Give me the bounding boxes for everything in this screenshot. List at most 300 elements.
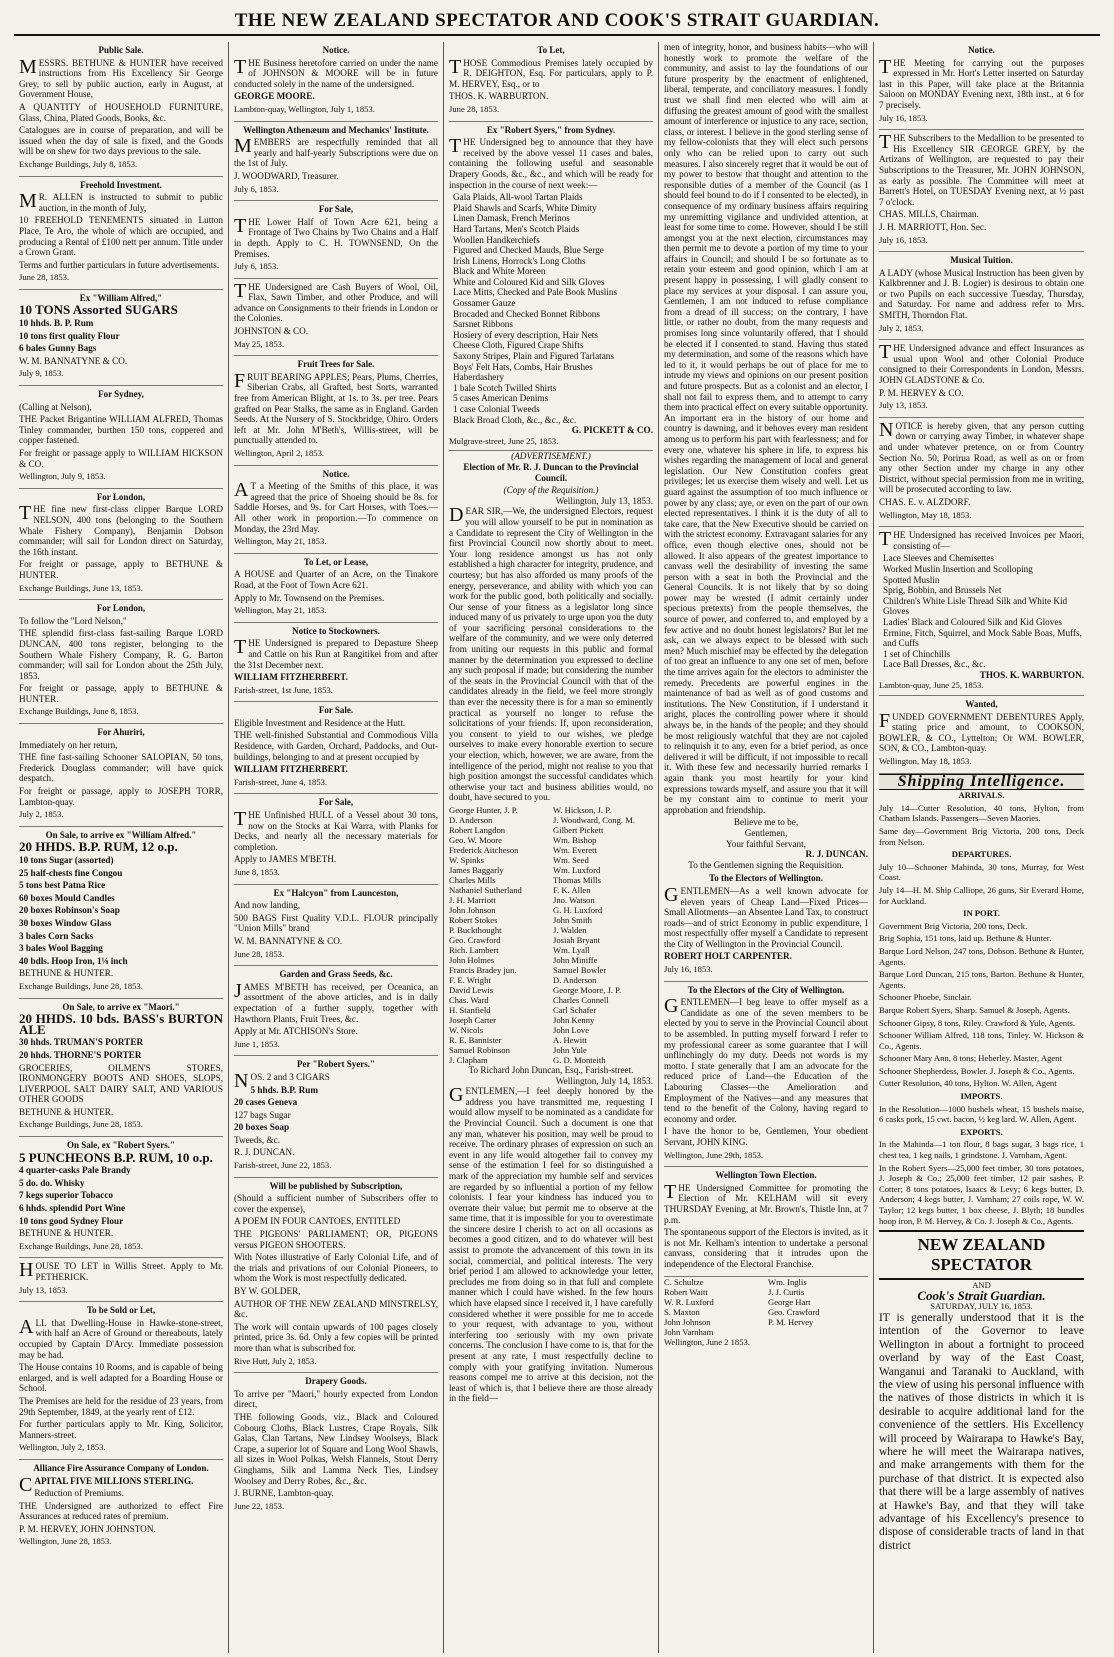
- ad-text: Exchange Buildings, June 28, 1853.: [19, 980, 143, 991]
- ad-text: July 16, 1853.: [879, 112, 928, 123]
- ad-text: Exchange Buildings, June 28, 1853.: [19, 1119, 143, 1130]
- list-item: Ladies' Black and Coloured Silk and Kid Gloves: [883, 616, 1062, 627]
- column-5: [874, 42, 1089, 1653]
- ad-heading: For London,: [96, 603, 146, 614]
- advertisement: [19, 1258, 223, 1302]
- ad-text: The work will contain upwards of 100 pages closely printed, price 3s. 6d. Only a few copies will be printed more than what is subscribed for.: [234, 1321, 438, 1353]
- ad-text: MEMBERS are respectfully reminded that all yearly and half-yearly Subscriptions were due on the 1st of July.: [234, 135, 438, 169]
- shipping-section-heading: DEPARTURES.: [951, 849, 1012, 860]
- advertisement: [19, 42, 223, 177]
- ad-text: (Calling at Nelson),: [19, 401, 92, 412]
- ad-text: Exchange Buildings, June 13, 1853.: [19, 582, 143, 593]
- shipping-section-heading: IN PORT.: [963, 908, 1000, 919]
- committee-member: George Hart: [768, 1296, 811, 1307]
- ad-text: Reduction of Premiums.: [34, 1488, 124, 1499]
- letter-closing: Gentlemen,: [744, 827, 788, 838]
- signatory-name: H. Stanfield: [449, 1004, 491, 1015]
- ad-text: May 25, 1853.: [234, 338, 285, 349]
- ad-text: For freight or passage apply to WILLIAM HICKSON & CO.: [19, 448, 223, 469]
- article-heading: Election of Mr. R. J. Duncan to the Provincial Council.: [463, 461, 639, 483]
- list-item: Spotted Muslin: [883, 574, 940, 585]
- ad-text: Wellington, April 2, 1853.: [234, 448, 325, 458]
- ad-heading: Notice.: [322, 45, 350, 55]
- letter-closing: Your faithful Servant,: [726, 838, 806, 849]
- ad-heading: For Sale,: [318, 204, 354, 215]
- signatory-name: Carl Schafer: [553, 1004, 597, 1015]
- signatory-name: Wm. Everett: [553, 844, 597, 855]
- shipping-entry: July 14—H. M. Ship Calliope, 26 guns, Sir Everard Home, for Auckland.: [879, 884, 1084, 906]
- ad-text: BY W. GOLDER,: [234, 1286, 301, 1296]
- ad-text: To follow the "Lord Nelson,": [19, 615, 127, 626]
- ad-heading: For Ahuriri,: [97, 727, 145, 738]
- ad-heading: Freehold Investment.: [80, 179, 162, 190]
- ad-text: THOSE Commodious Premises lately occupied by R. DEIGHTON, Esq. For particulars, apply to P. M. HERVEY, Esq., or to: [449, 55, 653, 89]
- signatory-name: F. K. Allen: [553, 884, 591, 895]
- paper-nameplate: NEW ZEALAND SPECTATOR: [879, 1230, 1084, 1280]
- ad-text: ROBERT HOLT CARPENTER.: [664, 951, 792, 962]
- ad-text: CHAS. E. v. ALZDORF.: [879, 496, 971, 507]
- ad-text: 3 bales Wool Bagging: [19, 943, 103, 954]
- signatory-name: G. H. Luxford: [553, 904, 603, 915]
- ad-heading: On Sale, ex "Robert Syers.": [67, 1140, 175, 1151]
- signatory-name: Samuel Bowler: [553, 964, 607, 975]
- ad-text: Exchange Buildings, June 8, 1853.: [19, 706, 139, 717]
- advertisement: [879, 527, 1084, 696]
- committee-member: [768, 1327, 868, 1337]
- ad-text: Catalogues are in course of preparation, and will be issued when the day of sale is fixed, and the Goods will be on shew for two days previous to the sale.: [19, 125, 223, 157]
- ad-heading: Wanted,: [965, 699, 998, 710]
- ad-text: P. M. HERVEY, JOHN JOHNSTON.: [19, 1523, 156, 1534]
- ad-heading: On Sale, to arrive ex "William Alfred.": [45, 829, 197, 840]
- signatory-name: Nathaniel Sutherland: [449, 884, 522, 895]
- ad-text: July 13, 1853.: [19, 1284, 68, 1295]
- ad-text: 10 FREEHOLD TENEMENTS situated in Lutton Place, Te Aro, the whole of which are occupied, and producing a Rental of £100 nett per annum. Title under a Crown Grant.: [19, 215, 223, 258]
- ad-text: GENTLEMEN—I beg leave to offer myself as a Candidate as one of the seven members to be elected by you to serve in the Provincial Council about to be assembled. In putting myself forward I refer to my professional career as some guarantee that I will unflinchingly do my duty. Deeds not words is my motto. I state generally that I am an advocate for the reduced price of Land—the Education of the Labouring Classes—the Amelioration and Employment of the Natives—and any measures that tend to the benefit of the Colony, having regard to economy and order.: [664, 995, 868, 1124]
- ad-text: THE Undersigned is prepared to Depasture Sheep and Cattle on his Run at Rangitikei from and after the 31st December next.: [234, 636, 438, 670]
- ad-heading: For Sale.: [318, 705, 354, 716]
- advertisement: [879, 42, 1084, 130]
- column-1: [14, 42, 229, 1653]
- advertisement: [19, 177, 223, 290]
- ad-text: 127 bags Sugar: [234, 1109, 291, 1120]
- signatory-name: J. Clapham: [449, 1054, 488, 1065]
- ad-text: Eligible Investment and Residence at the Hutt.: [234, 717, 406, 728]
- ad-text: 10 TONS Assorted SUGARS: [19, 302, 178, 318]
- ad-text: 20 boxes Robinson's Soap: [19, 905, 120, 916]
- ad-text: June 8, 1853.: [234, 867, 280, 877]
- ad-text: W. M. BANNATYNE & CO.: [234, 935, 343, 946]
- issue-date: SATURDAY, JULY 16, 1853.: [930, 1301, 1033, 1312]
- ad-text: 5 tons best Patna Rice: [19, 880, 106, 891]
- ad-text: THE Undersigned Committee for promoting the Election of Mr. KELHAM will sit every THURSDAY Evening, at Mr. Brown's, Thistle Inn, at 7 p.m.: [664, 1180, 868, 1225]
- signatory-name: Chas. Ward: [449, 994, 489, 1005]
- committee-member: Wm. Inglis: [768, 1276, 807, 1287]
- advertisement: [234, 794, 438, 884]
- ad-text: THE Business heretofore carried on under the name of JOHNSON & MOORE will be in future conducted solely in the name of the undersigned.: [234, 55, 438, 89]
- ad-text: THE Undersigned are authorized to effect Fire Assurances at reduced rates of premium.: [19, 1500, 223, 1522]
- committee-member: J. J. Curtis: [768, 1286, 805, 1297]
- list-item: Lace Mitts, Checked and Pale Book Muslins: [453, 287, 618, 298]
- advertisement: [19, 827, 223, 999]
- advertisement: [449, 42, 653, 122]
- ad-text: NOS. 2 and 3 CIGARS: [234, 1069, 330, 1092]
- ad-text: ALL that Dwelling-House in Hawke-stone-street, with half an Acre of Ground or thereabouts, lately occupied by Captain D'Arcy. Immediate possession may be had.: [19, 1315, 223, 1360]
- ad-text: With Notes illustrative of Early Colonial Life, and of the trials and privations of our Colonial Pioneers, to whom the Work is most respectfully dedicated.: [234, 1252, 438, 1284]
- signatory-name: J. Walden: [553, 924, 587, 935]
- signatory-name: John Holmes: [449, 954, 495, 965]
- ad-text: Exchange Buildings, June 28, 1853.: [19, 1240, 143, 1251]
- ad-text: W. M. BANNATYNE & CO.: [19, 355, 128, 366]
- shipping-section-heading: ARRIVALS.: [958, 790, 1005, 801]
- ad-text: Apply at Mr. ATCHISON's Store.: [234, 1026, 358, 1037]
- ad-text: June 28, 1853.: [449, 103, 500, 114]
- advertisement: [449, 122, 653, 452]
- ad-text: THE Subscribers to the Medallion to be presented to His Excellency SIR GEORGE GREY, by the Artizans of Wellington, are requested to pay their Subscriptions to the Treasurer, Mr. JOHN JOHNSON, as early as possible. The Committee will meet at Barrett's Hotel, on TUESDAY Evening next, at ½ past 7 o'clock.: [879, 131, 1084, 207]
- ad-text: 20 HHDS. B.P. RUM, 12 o.p.: [19, 839, 178, 855]
- ad-text: July 16, 1853.: [879, 234, 928, 245]
- advertisement: [234, 42, 438, 122]
- ad-text: 6 bales Gunny Bags: [19, 343, 97, 354]
- ad-heading: Wellington Athenæum and Mechanics' Institute.: [243, 124, 429, 135]
- ad-text: For further particulars apply to Mr. King, Solicitor, Manners-street.: [19, 1419, 223, 1440]
- ad-text: 20 cases Geneva: [234, 1097, 298, 1108]
- shipping-entry: Barque Lord Nelson, 247 tons, Dobson. Bethune & Hunter, Agents.: [879, 945, 1084, 967]
- ad-text: 5 do. do. Whisky: [19, 1177, 85, 1188]
- committee-member: W. R. Luxford: [664, 1296, 714, 1307]
- advertisement: [664, 1167, 868, 1276]
- ad-heading: To Let, or Lease,: [303, 556, 369, 567]
- ad-text: FRUIT BEARING APPLES; Pears, Plums, Cherries, Siberian Crabs, all Grafted, best Sorts, warranted free from American Blight, at 1s. to 3s. per tree. Pears grafted on Pear Stalks, the same as in England. Garden Seeds. At the Nursery of S. Stockbridge, Ohiro. Orders left at Mr. John M'Beth's, Willis-street, will be punctually attended to.: [234, 369, 438, 446]
- ad-text: J. WOODWARD, Treasurer.: [234, 170, 339, 181]
- ad-text: NOTICE is hereby given, that any person cutting down or carrying away Timber, in whatever shape and under whatever pretence, on or from Country Section No. 50, Porirua Road, as well as on or from any other Section under my charge in any other District, without special permission from me in writing, will be prosecuted according to law.: [879, 418, 1084, 495]
- signatory-name: Charles Mills: [449, 874, 496, 885]
- reply-body: GENTLEMEN,—I feel deeply honored by the address you have transmitted me, requesting I would allow myself to be nominated as a candidate for the Provincial Council. Such a document is one that any man, whatever his position, may well be proud to receive. The ordinary phrases of expression on such an event in any life would altogether fail to convey my sense of the estimation I feel for so distinguished a mark of the appreciation my humble self and services are regarded by so influential a portion of my fellow colonists. I fear your kindness has induced you to overrate their value; but permit me to observe at the same time, that it is impossible for you to overestimate the sincere desire I cherish to act on all occasions as becomes a good citizen, and to do whatever will best assist to promote the advancement of this town in its social, commercial, and political interests. The very brief period I am allowed to acknowledge your letter, precludes me from doing so in that full and complete manner which I could have wished. In the few hours which have elapsed since I received it, I have carefully considered whether it were possible for me to accede to your request, with advantage to you, without interfering too seriously with my own private concerns. The conclusion I have come to is, that for the present at any rate, I must respectfully decline to comply with your gratifying invitation. Numerous reasons compel me to arrive at this decision, not the least of which is, that I believe there are those already in the field—: [449, 1084, 653, 1404]
- article-date: Wellington, July 13, 1853.: [555, 495, 653, 506]
- ad-text: 500 BAGS First Quality V.D.L. FLOUR principally "Union Mills" brand: [234, 912, 438, 934]
- shipping-entry: July 10—Schooner Mahinda, 30 tons, Murray, for West Coast.: [879, 861, 1084, 883]
- ad-text: THE Undersigned has received Invoices per Maori, consisting of—: [879, 528, 1084, 551]
- ad-text: A LADY (whose Musical Instruction has been given by Kalkbrenner and J. B. Logier) is desirous to obtain one or two Pupils on each successive Tuesday, Thursday, and Saturday. For name and address refer to Mrs. SMITH, Thorndon Flat.: [879, 267, 1084, 321]
- ad-text: BETHUNE & HUNTER.: [19, 1106, 114, 1117]
- ad-text: For freight or passage, apply to BETHUNE & HUNTER.: [19, 559, 223, 580]
- advertisement: [234, 702, 438, 794]
- advertisement: [234, 466, 438, 554]
- ad-text: BETHUNE & HUNTER.: [19, 968, 114, 979]
- ad-text: AT a Meeting of the Smiths of this place, it was agreed that the price of Shoeing should be 8s. for Saddle Horses, and 9s. for Cart Horses, with Toes.—All other work in proportion.—To commence on Monday, the 23rd May.: [234, 479, 438, 534]
- committee-member: John Johnson: [664, 1316, 711, 1327]
- shipping-entry: Schooner William Alfred, 118 tons, Tinley. W. Hickson & Co., Agents.: [879, 1030, 1084, 1051]
- advertisement: [234, 1056, 438, 1177]
- shipping-entry: Barque Robert Syers, Sharp. Samuel & Joseph, Agents.: [879, 1004, 1070, 1015]
- ad-text: I have the honor to be, Gentlemen, Your obedient Servant, JOHN KING.: [664, 1126, 868, 1147]
- item-list: [879, 553, 1084, 670]
- list-item: 5 cases American Denims: [453, 393, 549, 404]
- ad-text: 10 hhds. B. P. Rum: [19, 318, 94, 329]
- advertisement: [234, 122, 438, 202]
- shipping-entry: In the Resolution—1000 bushels wheat, 15 bushels maise, 6 casks pork, 15 cwt. bacon, ½ keg lard. W. Allen, Agent.: [879, 1103, 1084, 1125]
- ad-heading: Public Sale.: [98, 45, 144, 55]
- ad-date: Mulgrave-street, June 25, 1853.: [449, 435, 559, 446]
- list-item: Brocaded and Checked Bonnet Ribbons: [453, 308, 600, 319]
- signatory-name: Jno. Watson: [553, 894, 595, 905]
- advertisement: [234, 356, 438, 465]
- ad-text: Immediately on her return,: [19, 739, 118, 750]
- ad-text: WILLIAM FITZHERBERT.: [234, 672, 348, 683]
- signatory-name: Charles Connell: [553, 994, 609, 1005]
- nameplate-and: AND: [972, 1280, 991, 1291]
- signatory-name: John Johnson: [449, 904, 496, 915]
- advertisement: [879, 130, 1084, 252]
- list-item: Black and White Moreen: [453, 266, 546, 277]
- signatory-name: John Love: [553, 1024, 590, 1035]
- list-item: Cheese Cloth, Figured Crape Shifts: [453, 340, 584, 351]
- ad-text: GENTLEMEN—As a well known advocate for eleven years of Cheap Land—Fixed Prices—Small Allotments—an Absentee Land Tax, to construct roads—and of strict Economy in public expenditure, I most respectfully offer myself a Candidate to represent the City of Wellington in the Provincial Council.: [664, 883, 868, 949]
- article-subheading: (Copy of the Requisition.): [503, 485, 599, 496]
- signatory-name: David Lewis: [449, 984, 494, 995]
- ad-text: THE fine new first-class clipper Barque LORD NELSON, 400 tons (belonging to the Southern Whale Fishery Company), Benjamin Dobson commander; will sail for London direct on Saturday, the 16th instant.: [19, 502, 223, 557]
- ad-date: Lambton-quay, June 25, 1853.: [879, 680, 984, 691]
- ad-text: A POEM IN FOUR CANTOES, ENTITLED: [234, 1216, 401, 1227]
- advertisement: [879, 340, 1084, 418]
- advertisement: [234, 554, 438, 623]
- ad-text: Wellington, July 9, 1853.: [19, 471, 106, 482]
- ad-text: THE PIGEONS' PARLIAMENT; OR, PIGEONS versus PIGEON SHOOTERS.: [234, 1229, 438, 1250]
- ad-text: A QUANTITY of HOUSEHOLD FURNITURE, Glass, China, Plated Goods, Books, &c.: [19, 101, 223, 123]
- signatory-name: P. Buckthought: [449, 924, 502, 935]
- advertisement: [234, 1373, 438, 1517]
- ad-text: FUNDED GOVERNMENT DEBENTURES Apply, stating price and amount, to COOKSON, BOWLER, & CO., Lyttelton; Or WM. BOWLER, SON, & CO., Lambton-quay.: [879, 709, 1084, 754]
- signatory-name: Rich. Lambert: [449, 944, 499, 955]
- paper-subtitle: Cook's Strait Guardian.: [917, 1287, 1046, 1303]
- ad-text: 10 tons first quality Flour: [19, 330, 120, 341]
- ad-text: CAPITAL FIVE MILLIONS STERLING.: [19, 1473, 194, 1496]
- signatory-name: Geo. W. Moore: [449, 834, 502, 845]
- list-item: Children's White Lisle Thread Silk and White Kid Gloves: [883, 595, 1068, 617]
- ad-heading: Per "Robert Syers.": [296, 1059, 376, 1070]
- ad-text: Terms and further particulars in future advertisements.: [19, 259, 220, 270]
- ad-text: A HOUSE and Quarter of an Acre, on the Tinakore Road, at the Foot of Town Acre 621.: [234, 569, 438, 590]
- signatory-name: George Moore, J. P.: [553, 984, 622, 995]
- shipping-entry: Brig Sophia, 151 tons, laid up. Bethune & Hunter.: [879, 933, 1052, 944]
- signatory-name: G. D. Monteith: [553, 1054, 606, 1065]
- ad-text: July 9, 1853.: [19, 368, 64, 379]
- ad-text: 25 half-chests fine Congou: [19, 867, 123, 878]
- committee-member: Robert Waitt: [664, 1286, 708, 1297]
- list-item: Black Broad Cloth, &c., &c., &c.: [453, 414, 577, 425]
- list-item: Gossamer Gauze: [453, 298, 516, 309]
- advertisement: [19, 600, 223, 724]
- ad-text: GEORGE MOORE.: [234, 91, 315, 102]
- signatory-name: Josiah Bryant: [553, 934, 601, 945]
- shipping-entry: In the Robert Syers—25,000 feet timber, 30 tons potatoes, J. Joseph & Co.; 25,000 feet timber, 12 pair sashes, P. Cotter; 8 tons potatoes, Isaacs & Levy; 6 kegs butter, D. Anderson; 4 kegs butter, J. Varnham; 27 coils rope, W. W. Taylor; 12 kegs butter, 1 box cheese, J. Blyth; 18 bundles hoop iron, P. M. Hervey, & Co. J. Joseph & Co., Agents.: [879, 1162, 1084, 1226]
- ad-text: THE Packet Brigantine WILLIAM ALFRED, Thomas Tinley commander, burthen 150 tons, coppered and copper fastened.: [19, 414, 223, 446]
- signatory-name: John Miniffe: [553, 954, 598, 965]
- ad-text: Wellington, May 18, 1853.: [879, 509, 972, 520]
- ad-text: Tweeds, &c.: [234, 1134, 281, 1145]
- ad-heading: Will be published by Subscription,: [269, 1180, 403, 1191]
- ad-text: July 6, 1853.: [234, 261, 279, 272]
- ad-text: 60 boxes Mould Candles: [19, 892, 115, 903]
- list-item: Saxony Stripes, Plain and Figured Tarlatans: [453, 351, 614, 362]
- item-list: [449, 192, 653, 425]
- signatory-name: John Smith: [553, 914, 592, 925]
- ad-text: HOUSE TO LET in Willis Street. Apply to Mr. PETHERICK.: [19, 1259, 223, 1282]
- signatory-name: Francis Bradey jun.: [449, 964, 517, 975]
- advertisement: [19, 999, 223, 1138]
- advertisement: [879, 696, 1084, 774]
- list-item: Sarsnet Ribbons: [453, 319, 513, 330]
- signatory-name: Wm. Lyall: [553, 944, 590, 955]
- ad-text: 3 bales Corn Sacks: [19, 930, 94, 941]
- advertisement: [234, 623, 438, 703]
- signatory-name: W. Hickson, J. P.: [553, 804, 612, 815]
- ad-text: BETHUNE & HUNTER.: [19, 1228, 114, 1239]
- list-item: Irish Linens, Horrock's Long Cloths: [453, 255, 586, 266]
- signatory-name: Thomas Mills: [553, 874, 601, 885]
- signatory-name: J. Woodward, Cong. M.: [553, 814, 635, 825]
- committee-list: [664, 1277, 868, 1337]
- ad-text: 20 hhds. THORNE'S PORTER: [19, 1049, 142, 1060]
- shipping-entry: Schooner Shepherdess, Bowler. J. Joseph & Co., Agents.: [879, 1065, 1075, 1076]
- committee-member: S. Maxton: [664, 1306, 700, 1317]
- list-item: 1 set of Chinchills: [883, 648, 951, 659]
- ad-text: July 2, 1853.: [879, 322, 924, 333]
- ad-text: Farish-street, June 4, 1853.: [234, 776, 328, 787]
- ad-text: Apply to JAMES M'BETH.: [234, 854, 337, 865]
- signatory-name: R. E. Bannister: [449, 1034, 502, 1045]
- ad-heading: On Sale, to arrive ex "Maori.": [62, 1001, 180, 1012]
- ad-text: AUTHOR OF THE NEW ZEALAND MINSTRELSY, &c.: [234, 1298, 438, 1320]
- ad-text: Farish-street, June 22, 1853.: [234, 1160, 332, 1171]
- ad-text: 10 tons good Sydney Flour: [19, 1215, 124, 1226]
- shipping-section-heading: EXPORTS.: [960, 1126, 1003, 1137]
- signatory-name: Robert Langdon: [449, 824, 506, 835]
- advertisement: [234, 966, 438, 1056]
- ad-text: July 6, 1853.: [234, 183, 279, 194]
- shipping-entry: Same day—Government Brig Victoria, 200 tons, Deck from Nelson.: [879, 826, 1084, 847]
- shipping-intelligence-title: Shipping Intelligence.: [879, 774, 1084, 791]
- ad-text: The Premises are held for the residue of 23 years, from 29th September, 1849, at the yearly rent of £12.: [19, 1395, 223, 1417]
- signature: THOS. K. WARBURTON.: [979, 669, 1084, 680]
- list-item: Ermine, Fitch, Squirrel, and Mock Sable Boas, Muffs, and Cuffs: [883, 627, 1082, 649]
- ad-text: MR. ALLEN is instructed to submit to public auction, in the month of July,: [19, 190, 223, 213]
- advertisement: [234, 279, 438, 357]
- ad-heading: Wellington Town Election.: [715, 1170, 817, 1181]
- list-item: 1 case Colonial Tweeds: [453, 404, 540, 414]
- advertisement: [19, 489, 223, 600]
- ad-heading: Alliance Fire Assurance Company of London.: [33, 1462, 209, 1473]
- ad-text: THE Undersigned advance and effect Insurances as usual upon Wool and other Colonial Produce consigned to their Correspondents in London, Messrs. JOHN GLADSTONE & Co.: [879, 341, 1084, 386]
- ad-text: 20 HHDS. 10 bds. BASS's BURTON ALE: [19, 1011, 223, 1037]
- ad-text: THOS. K. WARBURTON.: [449, 91, 549, 102]
- ad-text: (Should a sufficient number of Subscribers offer to cover the expense),: [234, 1193, 438, 1214]
- shipping-entry: Schooner Phoebe, Sinclair.: [879, 992, 972, 1003]
- ad-text: CHAS. MILLS, Chairman.: [879, 209, 979, 220]
- editorial-text: IT is generally understood that it is the intention of the Governor to leave Wellington in about a fortnight to proceed overland by way of the East Coast, Wanganui and Taranaki to Auckland, with the view of using his personal influence with the natives of those districts in which it is desirable to acquire additional land for the convenience of the settlers. His Excellency will proceed by Wairarapa to Hawke's Bay, where he will meet the Wairarapa natives, and make arrangements with them for the purchase of that district. It is expected also that there will be a large assembly of natives at Hawke's Bay, and that they will take advantage of his Excellency's presence to dispose of considerable tracts of land in that district: [879, 1311, 1084, 1552]
- ad-heading: For Sale,: [318, 797, 354, 808]
- letter-closing: Believe me to be,: [733, 817, 799, 828]
- ad-text: 4 quarter-casks Pale Brandy: [19, 1165, 131, 1176]
- signatory-name: J. H. Marriott: [449, 894, 496, 905]
- shipping-entry: Barque Lord Duncan, 215 tons, Barton. Bethune & Hunter, Agents.: [879, 969, 1084, 990]
- shipping-entry: Government Brig Victoria, 200 tons, Deck.: [879, 920, 1028, 931]
- signatory-name: D. Anderson: [449, 814, 493, 825]
- shipping-entry: Schooner Mary Ann, 8 tons; Heberley. Master, Agent: [879, 1053, 1062, 1064]
- committee-member: P. M. Hervey: [768, 1316, 814, 1327]
- signatory-name: John Kenny: [553, 1014, 595, 1025]
- list-item: Hosiery of every description, Hair Nets: [453, 329, 598, 340]
- masthead: THE NEW ZEALAND SPECTATOR AND COOK'S STRAIT GUARDIAN.: [234, 10, 880, 31]
- signatory-name: F. E. Wright: [449, 974, 491, 985]
- ad-heading: For Sydney,: [98, 389, 144, 400]
- ad-text: For freight or passage, apply to BETHUNE & HUNTER.: [19, 683, 223, 704]
- list-item: 1 bale Scotch Twilled Shirts: [453, 382, 557, 393]
- ad-text: Wellington, June 28, 1853.: [19, 1536, 112, 1547]
- ad-heading: For London,: [96, 491, 146, 502]
- ad-text: Wellington, June 29th, 1853.: [664, 1149, 764, 1160]
- list-item: Woollen Handkerchiefs: [453, 234, 540, 245]
- signatory-name: Samuel Robinson: [449, 1044, 510, 1055]
- ad-text: Wellington, May 21, 1853.: [234, 605, 327, 616]
- advertisement: [19, 290, 223, 386]
- signatory-name: Gilbert Pickett: [553, 824, 604, 835]
- ad-text: And now landing,: [234, 900, 301, 911]
- ad-heading: Garden and Grass Seeds, &c.: [279, 969, 393, 980]
- columns: [14, 42, 1100, 1653]
- advertisement: [664, 870, 868, 981]
- reply-date: Wellington, July 14, 1853.: [555, 1075, 653, 1086]
- advertisement: [19, 1302, 223, 1460]
- ad-heading: Notice.: [968, 45, 995, 55]
- ad-text: July 16, 1853.: [664, 964, 713, 975]
- ad-text: 6 hhds. splendid Port Wine: [19, 1203, 126, 1214]
- letter-closing: R. J. DUNCAN.: [805, 849, 868, 860]
- advertisement: [879, 418, 1084, 527]
- list-item: Lace Sleeves and Chemisettes: [883, 553, 994, 564]
- column-2: [229, 42, 444, 1653]
- signatory-name: Joseph Carter: [449, 1014, 497, 1025]
- ad-text: THE Undersigned beg to announce that they have received by the above vessel 11 cases and bales, containing the following useful and seasonable Drapery Goods, &c., &c., and which will be ready for inspection in the course of next week:—: [449, 135, 653, 190]
- ad-heading: Notice.: [322, 468, 350, 479]
- ad-text: Exchange Buildings, July 8, 1853.: [19, 158, 138, 169]
- signatory-name: Geo. Crawford: [449, 934, 501, 945]
- ad-text: 40 bdls. Hoop Iron, 1⅛ inch: [19, 955, 128, 966]
- ad-heading: Ex "Halcyon" from Launceston,: [273, 887, 399, 898]
- column-3: [444, 42, 659, 1653]
- ad-text: Rive Hutt, July 2, 1853.: [234, 1355, 317, 1366]
- advertisement: [234, 1178, 438, 1374]
- ad-text: THE fine fast-sailing Schooner SALOPIAN, 50 tons, Frederick Douglass commander; will have quick despatch.: [19, 752, 223, 784]
- ad-heading: Ex "Robert Syers," from Sydney.: [486, 124, 616, 135]
- ad-text: July 13, 1853.: [879, 400, 928, 411]
- advertisement: [19, 386, 223, 489]
- signatory-name: D. Anderson: [553, 974, 597, 985]
- shipping-entry: July 14—Cutter Resolution, 40 tons, Hylton, from Chatham Islands. Passengers—Seven Maories.: [879, 802, 1084, 824]
- ad-heading: Drapery Goods.: [305, 1376, 367, 1387]
- ad-text: THE Lower Half of Town Acre 621, being a Frontage of Two Chains by Two Chains and a Half in depth. Apply to C. H. TOWNSEND, On the Premises.: [234, 214, 438, 259]
- ad-text: R. J. DUNCAN.: [234, 1147, 295, 1158]
- list-item: Figured and Checked Mauds, Blue Serge: [453, 245, 604, 256]
- ad-text: THE Meeting for carrying out the purposes expressed in Mr. Hort's Letter inserted on Saturday last in this Paper, will take place at the Britannia Saloon on MONDAY Evening next, 18th inst., at 6 for 7 precisely.: [879, 55, 1084, 110]
- advertisement: [879, 252, 1084, 340]
- article-body: DEAR SIR,—We, the undersigned Electors, request you will allow yourself to be put in nomination as a Candidate to represent the City of Wellington in the first Provincial Council now shortly about to meet. Your long residence amongst us has not only established a high character for integrity, prudence, and courtesy; but has also afforded us many proofs of the energy, perseverance, and ability with which you can work for the public good, both politically and socially. Our sense of your fitness as a legislator long since induced many of us privately to urge upon you the duty of your sacrificing personal considerations to the welfare of the community, and we were only deterred from uniting our requests in this public and formal manner by the determination you expressed to decline any such proposal if made; but considering the number of the seats in the Provincial Council with that of the candidates already in the field, we feel more strongly than ever the necessity there is for a man so eminently practical as yourself no longer to refuse the solicitations of your friends. If, upon reconsideration, you consent to yield to our wishes, we pledge ourselves to make every honorable exertion to secure your election, which, however, we are aware, from the intelligence of the period, might not realise to you that high position amongst the successful candidates which otherwise your tact and business abilities would, no doubt, have secured to you.: [449, 504, 653, 803]
- ad-heading: To the Electors of the City of Wellington.: [687, 984, 845, 995]
- signatories: [449, 805, 653, 1065]
- ad-text: THE Undersigned are Cash Buyers of Wool, Oil, Flax, Sawn Timber, and other Produce, and will advance on Consignments to their friends in London or the Colonies.: [234, 279, 438, 324]
- ad-heading: Ex "William Alfred,": [79, 292, 163, 303]
- ad-text: MESSRS. BETHUNE & HUNTER have received instructions from His Excellency Sir George Grey, to sell by public auction, early in August, at Government House,: [19, 55, 223, 100]
- ad-text: Wellington, May 18, 1853.: [879, 756, 972, 767]
